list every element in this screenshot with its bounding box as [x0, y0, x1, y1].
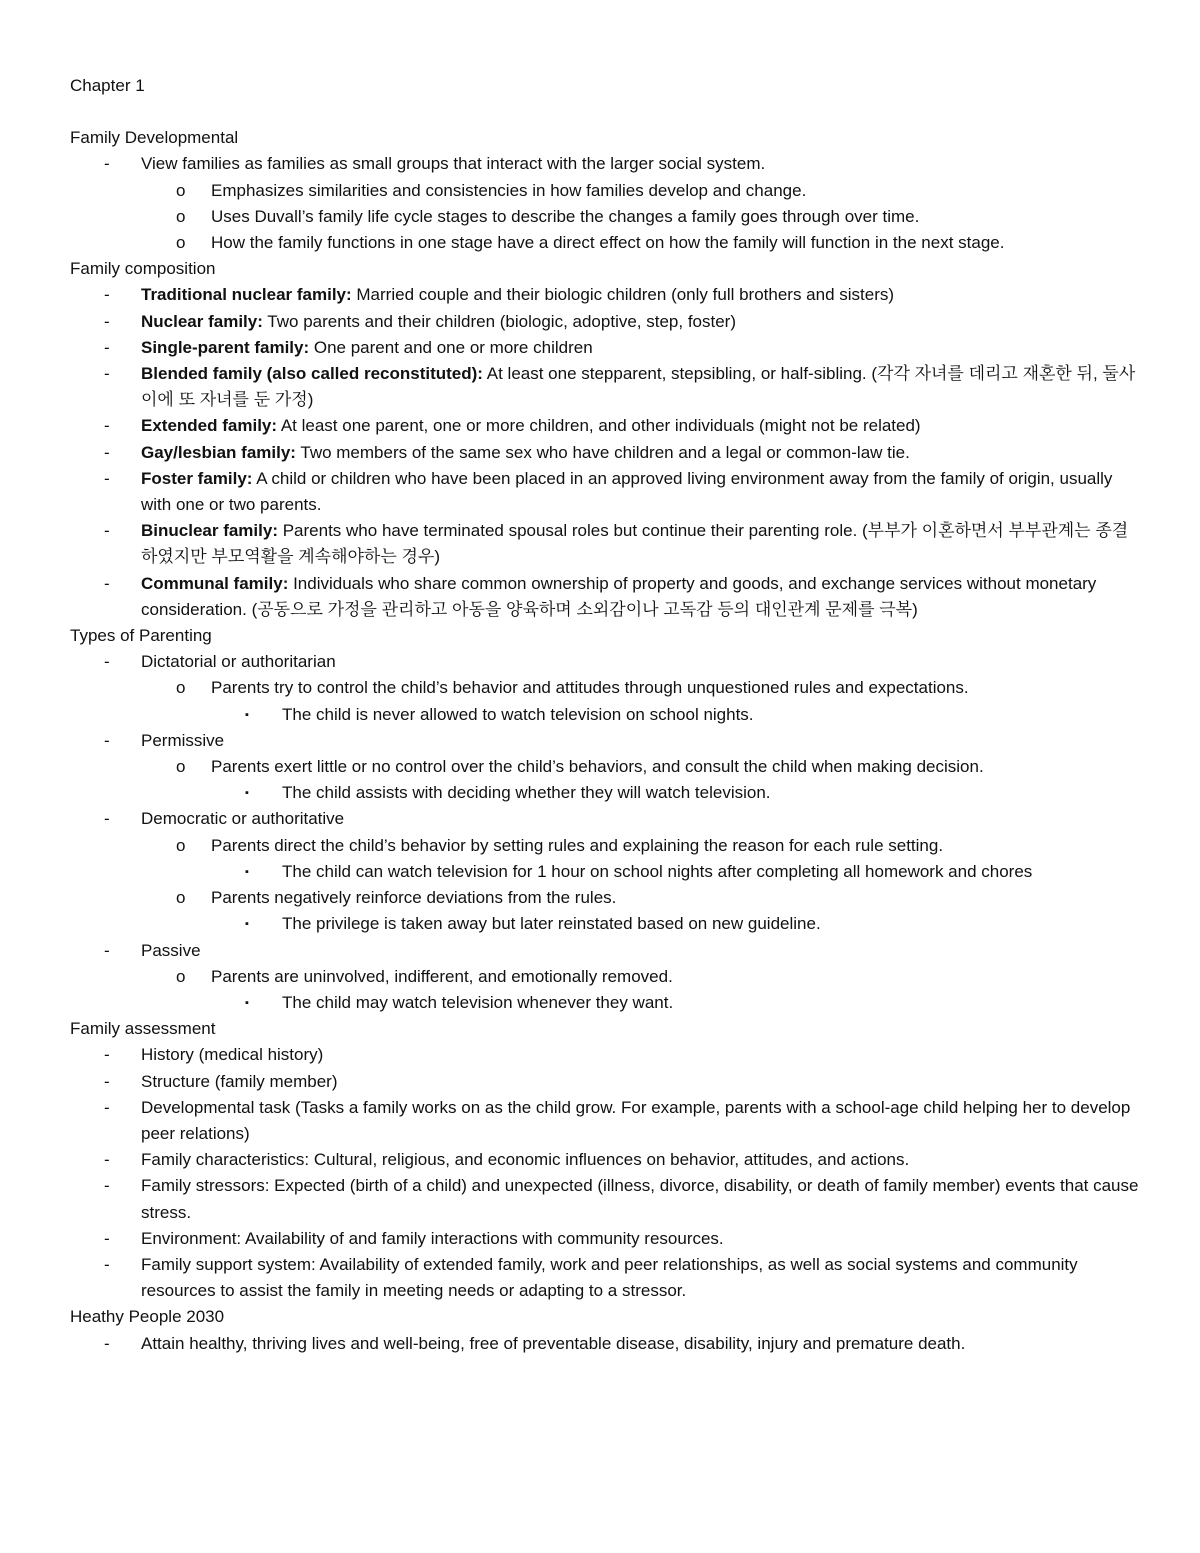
list-item — [70, 702, 1140, 728]
bullet-marker: - — [104, 416, 110, 436]
item-text: Environment: Availability of and family interactions with community resources. — [141, 1228, 724, 1248]
list-item — [70, 440, 1140, 466]
list-item — [70, 413, 1140, 439]
item-text: The child is never allowed to watch television on school nights. — [282, 704, 754, 724]
defined-term: Foster family: — [141, 468, 253, 488]
bullet-marker: - — [104, 1228, 110, 1248]
bullet-marker: ▪ — [245, 708, 249, 721]
bullet-marker: - — [104, 730, 110, 750]
list-item — [70, 964, 1140, 990]
bullet-marker: - — [104, 1254, 110, 1274]
bullet-marker: - — [104, 1150, 110, 1170]
item-text: The privilege is taken away but later reinstated based on new guideline. — [282, 914, 821, 934]
bullet-marker: - — [104, 1176, 110, 1196]
item-text: Parents exert little or no control over the child’s behaviors, and consult the child when making decision. — [211, 757, 984, 777]
list-item — [70, 780, 1140, 806]
section-heading: Heathy People 2030 — [70, 1307, 225, 1327]
item-text: View families as families as small groups that interact with the larger social system. — [141, 154, 766, 174]
list-item — [70, 833, 1140, 859]
list-item — [70, 885, 1140, 911]
item-text: Parents who have terminated spousal roles but continue their parenting role. (부부가 이혼하면서 부부관계는 종결하였지만 부모역활을 계속해야하는 경우) — [141, 521, 1129, 567]
list-item — [70, 1069, 1140, 1095]
item-text: Family support system: Availability of extended family, work and peer relationships, as well as social systems and community resources to assist the family in meeting needs or adapting to a stressor. — [141, 1254, 1078, 1301]
list-item — [70, 151, 1140, 177]
bullet-marker: - — [104, 521, 110, 541]
item-text: Uses Duvall’s family life cycle stages to describe the changes a family goes through over time. — [211, 206, 920, 226]
bullet-marker: o — [176, 835, 186, 855]
list-item — [70, 571, 1140, 623]
list-item — [70, 204, 1140, 230]
bullet-marker: - — [104, 809, 110, 829]
defined-term: Binuclear family: — [141, 521, 278, 541]
bullet-marker: - — [104, 1045, 110, 1065]
bullet-marker: - — [104, 1097, 110, 1117]
bullet-marker: - — [104, 311, 110, 331]
item-text: Individuals who share common ownership of property and goods, and exchange services without monetary consideration. (공동으로 가정을 관리하고 아동을 양육하며 소외감이나 고독감 등의 대인관계 문제를 극복) — [141, 573, 1097, 619]
bullet-marker: ▪ — [245, 996, 249, 1009]
outline-body — [70, 125, 1140, 1357]
section-heading: Family Developmental — [70, 128, 239, 148]
section-heading: Types of Parenting — [70, 626, 212, 646]
list-item — [70, 1042, 1140, 1068]
item-text: Attain healthy, thriving lives and well-being, free of preventable disease, disability, injury and premature death. — [141, 1333, 966, 1353]
defined-term: Extended family: — [141, 416, 278, 436]
bullet-marker: ▪ — [245, 918, 249, 931]
bullet-marker: o — [176, 678, 186, 698]
outline-section — [70, 125, 1140, 256]
bullet-marker: - — [104, 573, 110, 593]
list-item — [70, 938, 1140, 964]
list-item — [70, 911, 1140, 937]
section-heading: Family assessment — [70, 1019, 216, 1039]
item-text: Parents try to control the child’s behavior and attitudes through unquestioned rules and expectations. — [211, 678, 969, 698]
list-item — [70, 806, 1140, 832]
list-item — [70, 1331, 1140, 1357]
list-item — [70, 990, 1140, 1016]
bullet-marker: o — [176, 233, 186, 253]
list-item — [70, 518, 1140, 570]
list-item — [70, 675, 1140, 701]
item-text: How the family functions in one stage have a direct effect on how the family will function in the next stage. — [211, 233, 1005, 253]
item-text: One parent and one or more children — [309, 337, 593, 357]
outline-section — [70, 1304, 1140, 1356]
item-text: At least one parent, one or more children, and other individuals (might not be related) — [277, 416, 921, 436]
outline-section — [70, 623, 1140, 1016]
bullet-marker: - — [104, 1071, 110, 1091]
item-text: Married couple and their biologic children (only full brothers and sisters) — [351, 285, 895, 305]
item-text: A child or children who have been placed in an approved living environment away from the family of origin, usually with one or two parents. — [141, 468, 1113, 515]
list-item — [70, 1252, 1140, 1304]
bullet-marker: ▪ — [245, 865, 249, 878]
item-text: Developmental task (Tasks a family works on as the child grow. For example, parents with a school-age child helping her to develop peer relations) — [141, 1097, 1131, 1143]
list-item — [70, 1226, 1140, 1252]
list-item — [70, 728, 1140, 754]
item-text: The child assists with deciding whether they will watch television. — [282, 783, 771, 803]
item-text: Parents negatively reinforce deviations from the rules. — [211, 888, 617, 908]
bullet-marker: - — [104, 364, 110, 384]
chapter-title: Chapter 1 — [70, 76, 145, 95]
defined-term: Gay/lesbian family: — [141, 442, 296, 462]
bullet-marker: - — [104, 154, 110, 174]
bullet-marker: o — [176, 966, 186, 986]
defined-term: Single-parent family: — [141, 337, 310, 357]
list-item — [70, 230, 1140, 256]
item-text: The child may watch television whenever they want. — [282, 992, 674, 1012]
list-item — [70, 309, 1140, 335]
item-text: Structure (family member) — [141, 1071, 338, 1091]
item-text: History (medical history) — [141, 1045, 324, 1065]
item-text: Two members of the same sex who have children and a legal or common-law tie. — [295, 442, 910, 462]
defined-term: Nuclear family: — [141, 311, 263, 331]
list-item — [70, 178, 1140, 204]
bullet-marker: o — [176, 180, 186, 200]
item-text: At least one stepparent, stepsibling, or half-sibling. (각각 자녀를 데리고 재혼한 뒤, 둘사이에 또 자녀를 둔 가정) — [141, 364, 1136, 410]
bullet-marker: - — [104, 940, 110, 960]
item-text: Dictatorial or authoritarian — [141, 652, 336, 672]
item-text: Emphasizes similarities and consistencies in how families develop and change. — [211, 180, 807, 200]
item-text: Permissive — [141, 730, 225, 750]
list-item — [70, 649, 1140, 675]
defined-term: Communal family: — [141, 573, 289, 593]
bullet-marker: ▪ — [245, 787, 249, 800]
outline-section — [70, 1016, 1140, 1304]
bullet-marker: - — [104, 1333, 110, 1353]
bullet-marker: o — [176, 757, 186, 777]
list-item — [70, 754, 1140, 780]
list-item — [70, 335, 1140, 361]
bullet-marker: - — [104, 285, 110, 305]
list-item — [70, 1147, 1140, 1173]
list-item — [70, 282, 1140, 308]
item-text: Family characteristics: Cultural, religious, and economic influences on behavior, attitudes, and actions. — [141, 1150, 910, 1170]
item-text: Passive — [141, 940, 201, 960]
bullet-marker: - — [104, 468, 110, 488]
bullet-marker: o — [176, 206, 186, 226]
bullet-marker: o — [176, 888, 186, 908]
list-item — [70, 466, 1140, 518]
item-text: Family stressors: Expected (birth of a child) and unexpected (illness, divorce, disability, or death of family member) events that cause stress. — [141, 1176, 1139, 1222]
defined-term: Traditional nuclear family: — [141, 285, 352, 305]
section-heading: Family composition — [70, 259, 216, 279]
item-text: Democratic or authoritative — [141, 809, 345, 829]
bullet-marker: - — [104, 652, 110, 672]
list-item — [70, 859, 1140, 885]
list-item — [70, 1095, 1140, 1147]
item-text: Two parents and their children (biologic, adoptive, step, foster) — [262, 311, 737, 331]
list-item — [70, 1173, 1140, 1225]
defined-term: Blended family (also called reconstituted): — [141, 364, 483, 384]
bullet-marker: - — [104, 442, 110, 462]
outline-section — [70, 256, 1140, 623]
item-text: Parents are uninvolved, indifferent, and emotionally removed. — [211, 966, 673, 986]
item-text: The child can watch television for 1 hour on school nights after completing all homework and chores — [282, 861, 1033, 881]
bullet-marker: - — [104, 337, 110, 357]
item-text: Parents direct the child’s behavior by setting rules and explaining the reason for each rule setting. — [211, 835, 944, 855]
list-item — [70, 361, 1140, 413]
